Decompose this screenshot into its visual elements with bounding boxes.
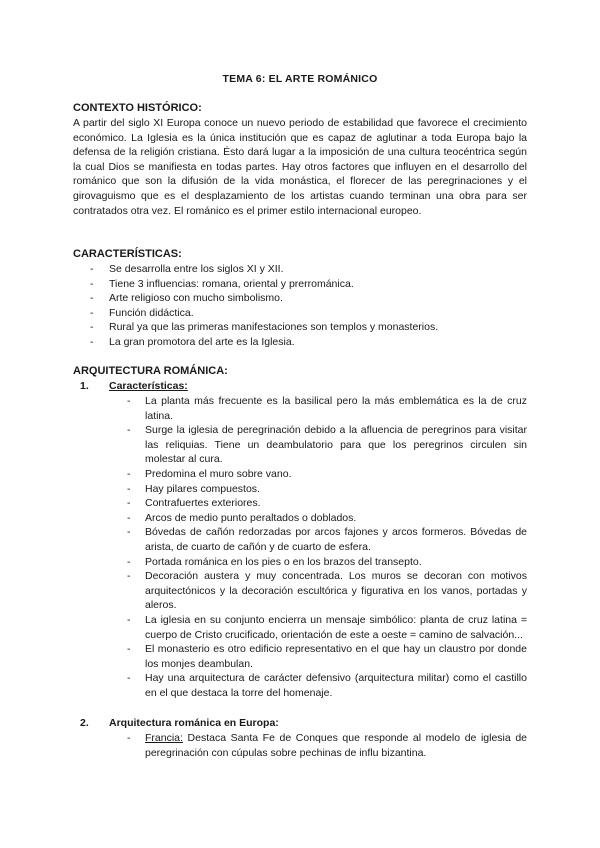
bullet-dash: - bbox=[127, 424, 131, 437]
caracteristicas-heading: CARACTERÍSTICAS: bbox=[73, 248, 182, 260]
list-item: - El monasterio es otro edificio representativo en el que hay un claustro por donde los monjes deambulan. bbox=[127, 643, 527, 670]
list-item: - Bóvedas de cañón redorzadas por arcos fajones y arcos formeros. Bóvedas de arista, de cuarto de cañón y de cuarto de esfera. bbox=[127, 526, 527, 553]
bullet-dash: - bbox=[127, 467, 131, 480]
list-item: - Tiene 3 influencias: romana, oriental y prerrománica. bbox=[90, 277, 354, 290]
list-item: - Función didáctica. bbox=[90, 306, 194, 319]
bullet-dash: - bbox=[127, 732, 131, 744]
list-item: - La planta más frecuente es la basilical pero la más emblemática es la de cruz latina. bbox=[127, 395, 527, 422]
country-label: Francia: bbox=[145, 732, 183, 744]
bullet-dash: - bbox=[127, 395, 131, 407]
bullet-dash: - bbox=[127, 482, 131, 495]
list-item bbox=[0, 731, 600, 760]
section-label: Arquitectura románica en Europa: bbox=[109, 717, 279, 729]
arquitectura-europa-list bbox=[0, 731, 600, 760]
arquitectura-heading: ARQUITECTURA ROMÁNICA: bbox=[73, 365, 228, 377]
section-2-heading bbox=[0, 716, 600, 731]
list-item: - Portada románica en los pies o en los brazos del transepto. bbox=[127, 555, 422, 568]
list-item: - Arcos de medio punto peraltados o doblados. bbox=[127, 511, 357, 524]
list-item: - Arte religioso con mucho simbolismo. bbox=[90, 292, 283, 305]
bullet-dash: - bbox=[127, 511, 131, 524]
list-item: - La gran promotora del arte es la Iglesia. bbox=[90, 335, 295, 348]
arquitectura-caracteristicas-list bbox=[0, 394, 600, 700]
bullet-dash: - bbox=[90, 321, 94, 334]
list-item: - Se desarrolla entre los siglos XI y XII. bbox=[90, 263, 284, 275]
section-number: 2. bbox=[80, 717, 89, 729]
bullet-dash: - bbox=[90, 335, 94, 348]
document-title: TEMA 6: EL ARTE ROMÁNICO bbox=[222, 73, 378, 85]
bullet-dash: - bbox=[127, 643, 131, 656]
bullet-dash: - bbox=[127, 555, 131, 568]
bullet-dash: - bbox=[90, 277, 94, 290]
list-item: - Decoración austera y muy concentrada. Los muros se decoran con motivos arquitectónicos y la decoración escultórica y figurativa en los vanos, portadas y aleros. bbox=[127, 570, 527, 612]
contexto-paragraph: A partir del siglo XI Europa conoce un nuevo periodo de estabilidad que favorece el crecimiento económico. La Iglesia es la única institución que es capaz de aglutinar a toda Europa bajo la defensa de la religión cristiana. Ésto dará lugar a la imposición de una cultura teocéntrica según la cual Dios se manifiesta en todas partes. Hay otros factores que influyen en el desarrollo del románico que son la difusión de la vida monástica, el florecer de las peregrinaciones y el girovaguismo que es el desplazamiento de los artistas cuando terminan una obra para ser contratados otra vez. El románico es el primer estilo internacional europeo. bbox=[73, 117, 527, 217]
bullet-dash: - bbox=[90, 306, 94, 319]
list-item: - Contrafuertes exteriores. bbox=[127, 497, 261, 510]
caracteristicas-list bbox=[0, 262, 600, 350]
list-item: - Predomina el muro sobre vano. bbox=[127, 467, 292, 480]
section-label: Características: bbox=[109, 380, 188, 392]
bullet-dash: - bbox=[127, 497, 131, 510]
list-item: - Surge la iglesia de peregrinación debido a la afluencia de peregrinos para visitar las reliquias. Tiene un deambulatorio para que los peregrinos circulen sin molestar al cura. bbox=[127, 424, 527, 466]
contexto-heading: CONTEXTO HISTÓRICO: bbox=[73, 102, 202, 114]
country-text: Destaca Santa Fe de Conques que responde al modelo de iglesia de peregrinación con cúpulas sobre pechinas de influ bizantina. bbox=[145, 732, 527, 759]
bullet-dash: - bbox=[90, 292, 94, 305]
list-item: - Hay pilares compuestos. bbox=[127, 482, 260, 495]
bullet-dash: - bbox=[127, 570, 131, 583]
bullet-dash: - bbox=[127, 672, 131, 685]
section-number: 1. bbox=[80, 380, 89, 392]
bullet-dash: - bbox=[127, 613, 131, 626]
section-1-heading bbox=[0, 379, 600, 394]
list-item: - La iglesia en su conjunto encierra un mensaje simbólico: planta de cruz latina = cuerpo de Cristo crucificado, orientación de este a oeste = camino de salvación... bbox=[127, 613, 527, 641]
list-item: - Hay una arquitectura de carácter defensivo (arquitectura militar) como el castillo en el que destaca la torre del homenaje. bbox=[127, 672, 527, 699]
bullet-dash: - bbox=[90, 263, 94, 275]
list-item: - Rural ya que las primeras manifestaciones son templos y monasterios. bbox=[90, 321, 439, 334]
bullet-dash: - bbox=[127, 526, 131, 539]
